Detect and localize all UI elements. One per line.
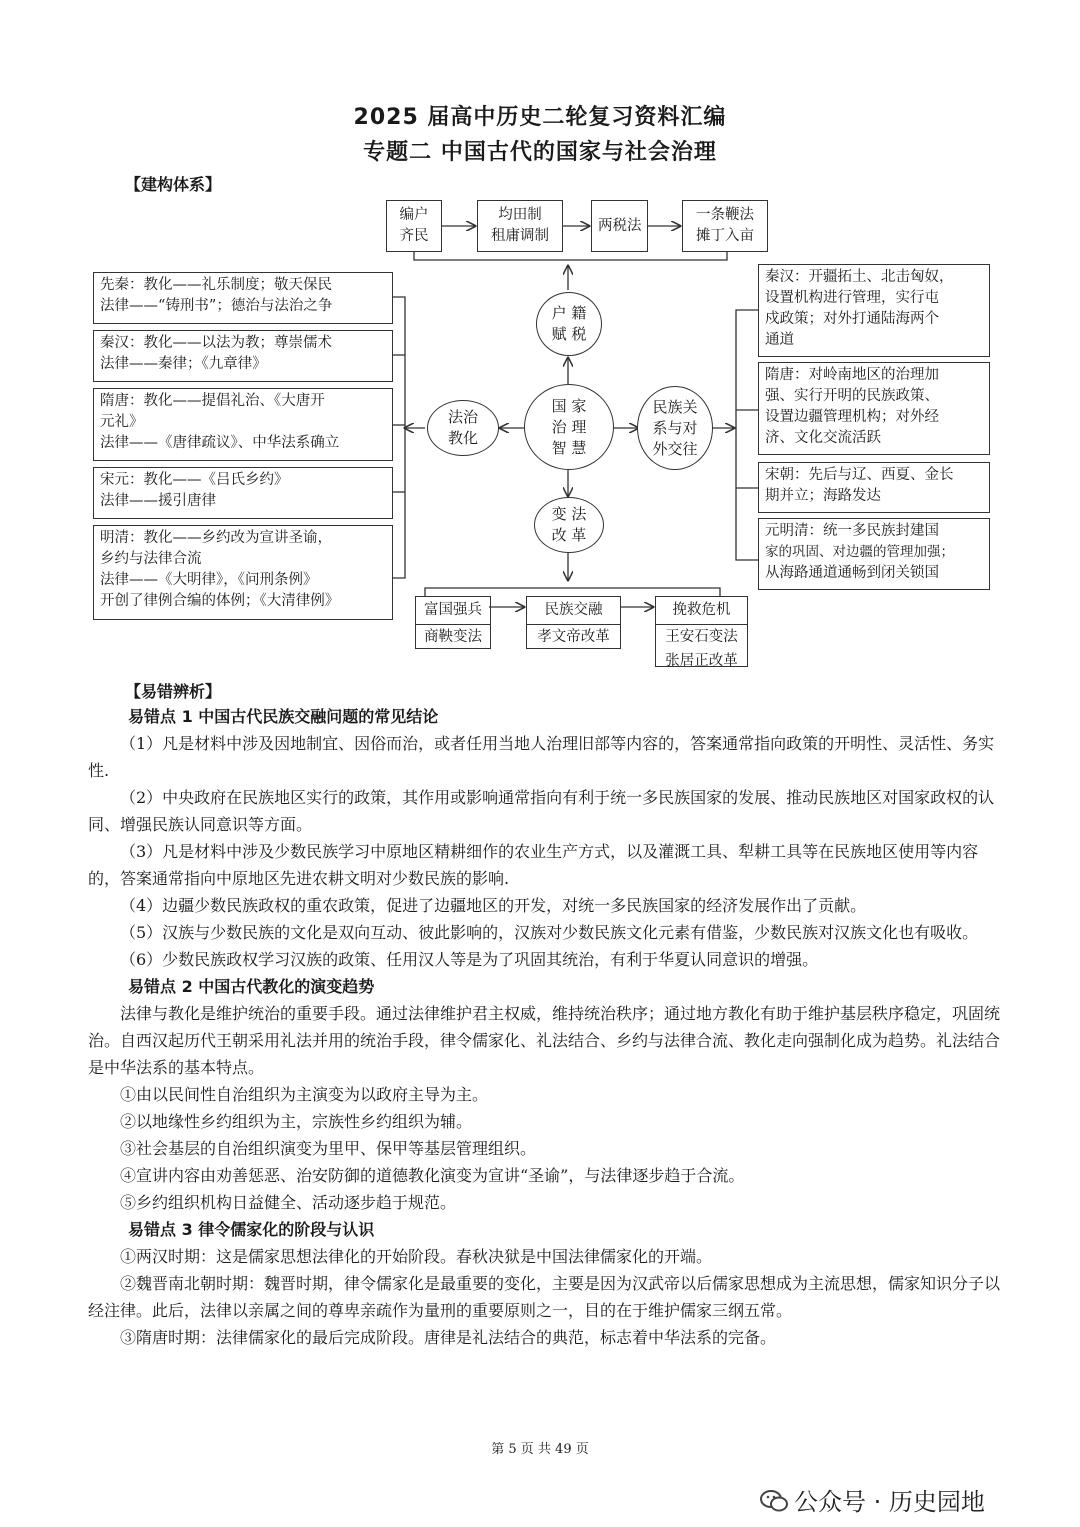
point-1-item: （5）汉族与少数民族的文化是双向互动、彼此影响的，汉族对少数民族文化元素有借鉴，少数民族对汉族文化也有吸收。 — [120, 923, 979, 942]
point-1-item: （3）凡是材料中涉及少数民族学习中原地区精耕细作的农业生产方式，以及灌溉工具、犁耕工具等在民族地区使用等内容的，答案通常指向中原地区先进农耕文明对少数民族的影响. — [88, 842, 979, 888]
left-box-songyuan: 宋元：教化——《吕氏乡约》 法律——援引唐律 — [93, 467, 393, 519]
left-box-qinhan: 秦汉：教化——以法为教；尊崇儒术 法律——秦律；《九章律》 — [93, 330, 393, 382]
chain-box-yitiaobian: 一条鞭法 摊丁入亩 — [682, 200, 768, 252]
page-number: 第 5 页 共 49 页 — [491, 1442, 589, 1457]
point-3-item: ②魏晋南北朝时期：魏晋时期，律令儒家化是最重要的变化，主要是因为汉武帝以后儒家思想成为主流思想，儒家知识分子以经注律。此后，法律以亲属之间的尊卑亲疏作为量刑的重要原则之一，目的在于维护儒家三纲五常。 — [88, 1274, 1001, 1320]
bottom-box-wanjiu: 挽救危机 王安石变法 张居正改革 — [655, 596, 748, 667]
node-bianfa-gaige: 变 法 改 革 — [534, 497, 604, 553]
error-points-body — [88, 703, 1000, 1351]
watermark — [760, 1482, 985, 1517]
left-box-mingqing: 明清：教化——乡约改为宣讲圣谕， 乡约与法律合流 法律——《大明律》，《问刑条例》 开创了律例合编的体例；《大清律例》 — [93, 525, 393, 620]
chain-box-juntian: 均田制 租庸调制 — [477, 200, 563, 252]
node-center-governance: 国 家 治 理 智 慧 — [524, 384, 614, 470]
point-2-item: ⑤乡约组织机构日益健全、活动逐步趋于规范。 — [120, 1193, 457, 1212]
node-huji-fushui: 户 籍 赋 税 — [536, 292, 602, 356]
point-2-intro: 法律与教化是维护统治的重要手段。通过法律维护君主权威，维持统治秩序；通过地方教化有助于维护基层秩序稳定，巩固统治。自西汉起历代王朝采用礼法并用的统治手段，律令儒家化、礼法结合、乡约与法律合流、教化走向强制化成为趋势。礼法结合是中华法系的基本特点。 — [88, 1004, 1001, 1077]
node-fazhi-jiaohua: 法治 教化 — [427, 400, 499, 456]
point-1-title: 易错点 1 中国古代民族交融问题的常见结论 — [128, 707, 439, 726]
point-1-item: （6）少数民族政权学习汉族的政策、任用汉人等是为了巩固其统治，有利于华夏认同意识的增强。 — [120, 950, 819, 969]
wechat-icon — [760, 1489, 786, 1511]
point-1-item: （2）中央政府在民族地区实行的政策，其作用或影响通常指向有利于统一多民族国家的发展、推动民族地区对国家政权的认同、增强民族认同意识等方面。 — [88, 788, 995, 834]
point-1-item: （4）边疆少数民族政权的重农政策，促进了边疆地区的开发，对统一多民族国家的经济发展作出了贡献。 — [120, 896, 867, 915]
point-3-title: 易错点 3 律令儒家化的阶段与认识 — [128, 1220, 375, 1239]
section-label-errors: 【易错辨析】 — [125, 682, 222, 701]
right-box-yuanmingqing: 元明清：统一多民族封建国 家的巩固、对边疆的管理加强； 从海路通道通畅到闭关锁国 — [758, 518, 990, 590]
left-box-xianqin: 先秦：教化——礼乐制度；敬天保民 法律——“铸刑书”；德治与法治之争 — [93, 272, 393, 324]
right-box-suitang: 隋唐：对岭南地区的治理加 强、实行开明的民族政策、 设置边疆管理机构；对外经 济、文化交流活跃 — [758, 362, 990, 455]
point-2-item: ②以地缘性乡约组织为主，宗族性乡约组织为辅。 — [120, 1112, 473, 1131]
right-box-qinhan: 秦汉：开疆拓土、北击匈奴， 设置机构进行管理，实行屯 戍政策；对外打通陆海两个 通道 — [758, 264, 990, 357]
point-2-item: ③社会基层的自治组织演变为里甲、保甲等基层管理组织。 — [120, 1139, 537, 1158]
watermark-text: 公众号 · 历史园地 — [794, 1488, 985, 1516]
point-2-title: 易错点 2 中国古代教化的演变趋势 — [128, 977, 375, 996]
point-3-item: ③隋唐时期：法律儒家化的最后完成阶段。唐律是礼法结合的典范，标志着中华法系的完备。 — [120, 1328, 777, 1347]
node-minzu-guanxi: 民族关 系与对 外交往 — [637, 386, 713, 470]
section-label-framework: 【建构体系】 — [125, 175, 222, 194]
point-3-item: ①两汉时期：这是儒家思想法律化的开始阶段。春秋决狱是中国法律儒家化的开端。 — [120, 1247, 713, 1266]
point-1-item: （1）凡是材料中涉及因地制宜、因俗而治，或者任用当地人治理旧部等内容的，答案通常指向政策的开明性、灵活性、务实性. — [88, 734, 995, 780]
page-title: 2025 届高中历史二轮复习资料汇编 — [353, 105, 727, 130]
point-2-item: ④宣讲内容由劝善惩恶、治安防御的道德教化演变为宣讲“圣谕”，与法律逐步趋于合流。 — [120, 1166, 745, 1185]
page-subtitle: 专题二 中国古代的国家与社会治理 — [363, 140, 717, 165]
point-2-item: ①由以民间性自治组织为主演变为以政府主导为主。 — [120, 1085, 489, 1104]
right-box-songchao: 宋朝：先后与辽、西夏、金长 期并立；海路发达 — [758, 462, 990, 513]
chain-box-bianhu: 编户 齐民 — [386, 200, 442, 252]
left-box-suitang: 隋唐：教化——提倡礼治、《大唐开 元礼》 法律——《唐律疏议》、中华法系确立 — [93, 388, 393, 461]
bottom-box-minzu: 民族交融 孝文帝改革 — [526, 596, 621, 649]
bottom-box-fuguo: 富国强兵 商鞅变法 — [415, 596, 491, 649]
chain-box-liangshui: 两税法 — [591, 200, 648, 252]
